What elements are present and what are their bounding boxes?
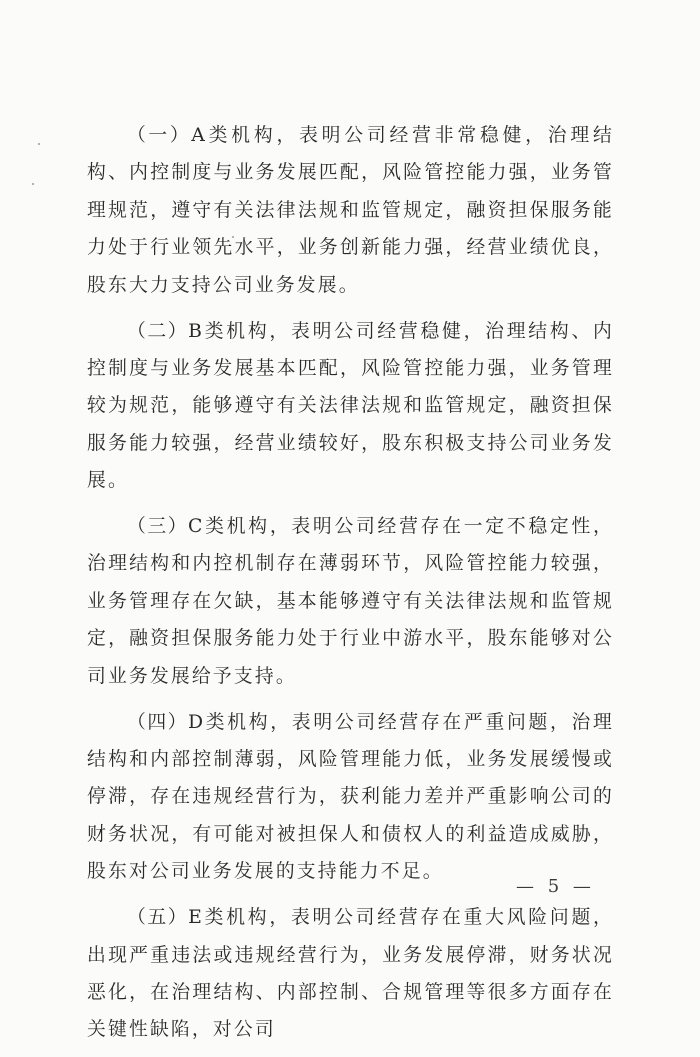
paragraph-text: A类机构，表明公司经营非常稳健，治理结构、内控制度与业务发展匹配，风险管控能力强，业务管理规范，遵守有关法律法规和监管规定，融资担保服务能力处于行业领先水平，业务创新能力强，经营业绩优良，股东大力支持公司业务发展。 bbox=[87, 125, 614, 296]
paragraph-label: （三） bbox=[127, 516, 189, 538]
paragraph-label: （四） bbox=[127, 711, 188, 733]
paragraph-b bbox=[87, 313, 614, 500]
paragraph-text: B类机构，表明公司经营稳健，治理结构、内控制度与业务发展基本匹配，风险管控能力强，业务管理较为规范，能够遵守有关法律法规和监管规定，融资担保服务能力较强，经营业绩较好，股东积极支持公司业务发展。 bbox=[87, 320, 614, 492]
scan-speck bbox=[32, 183, 34, 185]
scan-speck bbox=[38, 143, 40, 145]
paragraph-a bbox=[87, 117, 614, 304]
paragraph-text: C类机构，表明公司经营存在一定不稳定性，治理结构和内控机制存在薄弱环节，风险管控能力较强，业务管理存在欠缺，基本能够遵守有关法律法规和监管规定，融资担保服务能力处于行业中游水平，股东能够对公司业务发展给予支持。 bbox=[87, 516, 615, 687]
paragraph-label: （五） bbox=[127, 907, 189, 929]
paragraph-text: D类机构，表明公司经营存在严重问题，治理结构和内部控制薄弱，风险管理能力低，业务发展缓慢或停滞，存在违规经营行为，获利能力差并严重影响公司的财务状况，有可能对被担保人和债权人的利益造成威胁，股东对公司业务发展的支持能力不足。 bbox=[87, 711, 615, 883]
paragraph-d bbox=[87, 704, 614, 891]
paragraph-label: （一） bbox=[127, 125, 192, 146]
page-number: — 5 — bbox=[516, 876, 595, 897]
paragraph-text: E类机构，表明公司经营存在重大风险问题，出现严重违法或违规经营行为，业务发展停滞，财务状况恶化，在治理结构、内部控制、合规管理等很多方面存在关键性缺陷，对公司 bbox=[87, 907, 615, 1041]
document-body bbox=[87, 117, 614, 1057]
paragraph-label: （二） bbox=[127, 320, 189, 342]
paragraph-e bbox=[87, 899, 614, 1049]
paragraph-c bbox=[87, 508, 614, 695]
